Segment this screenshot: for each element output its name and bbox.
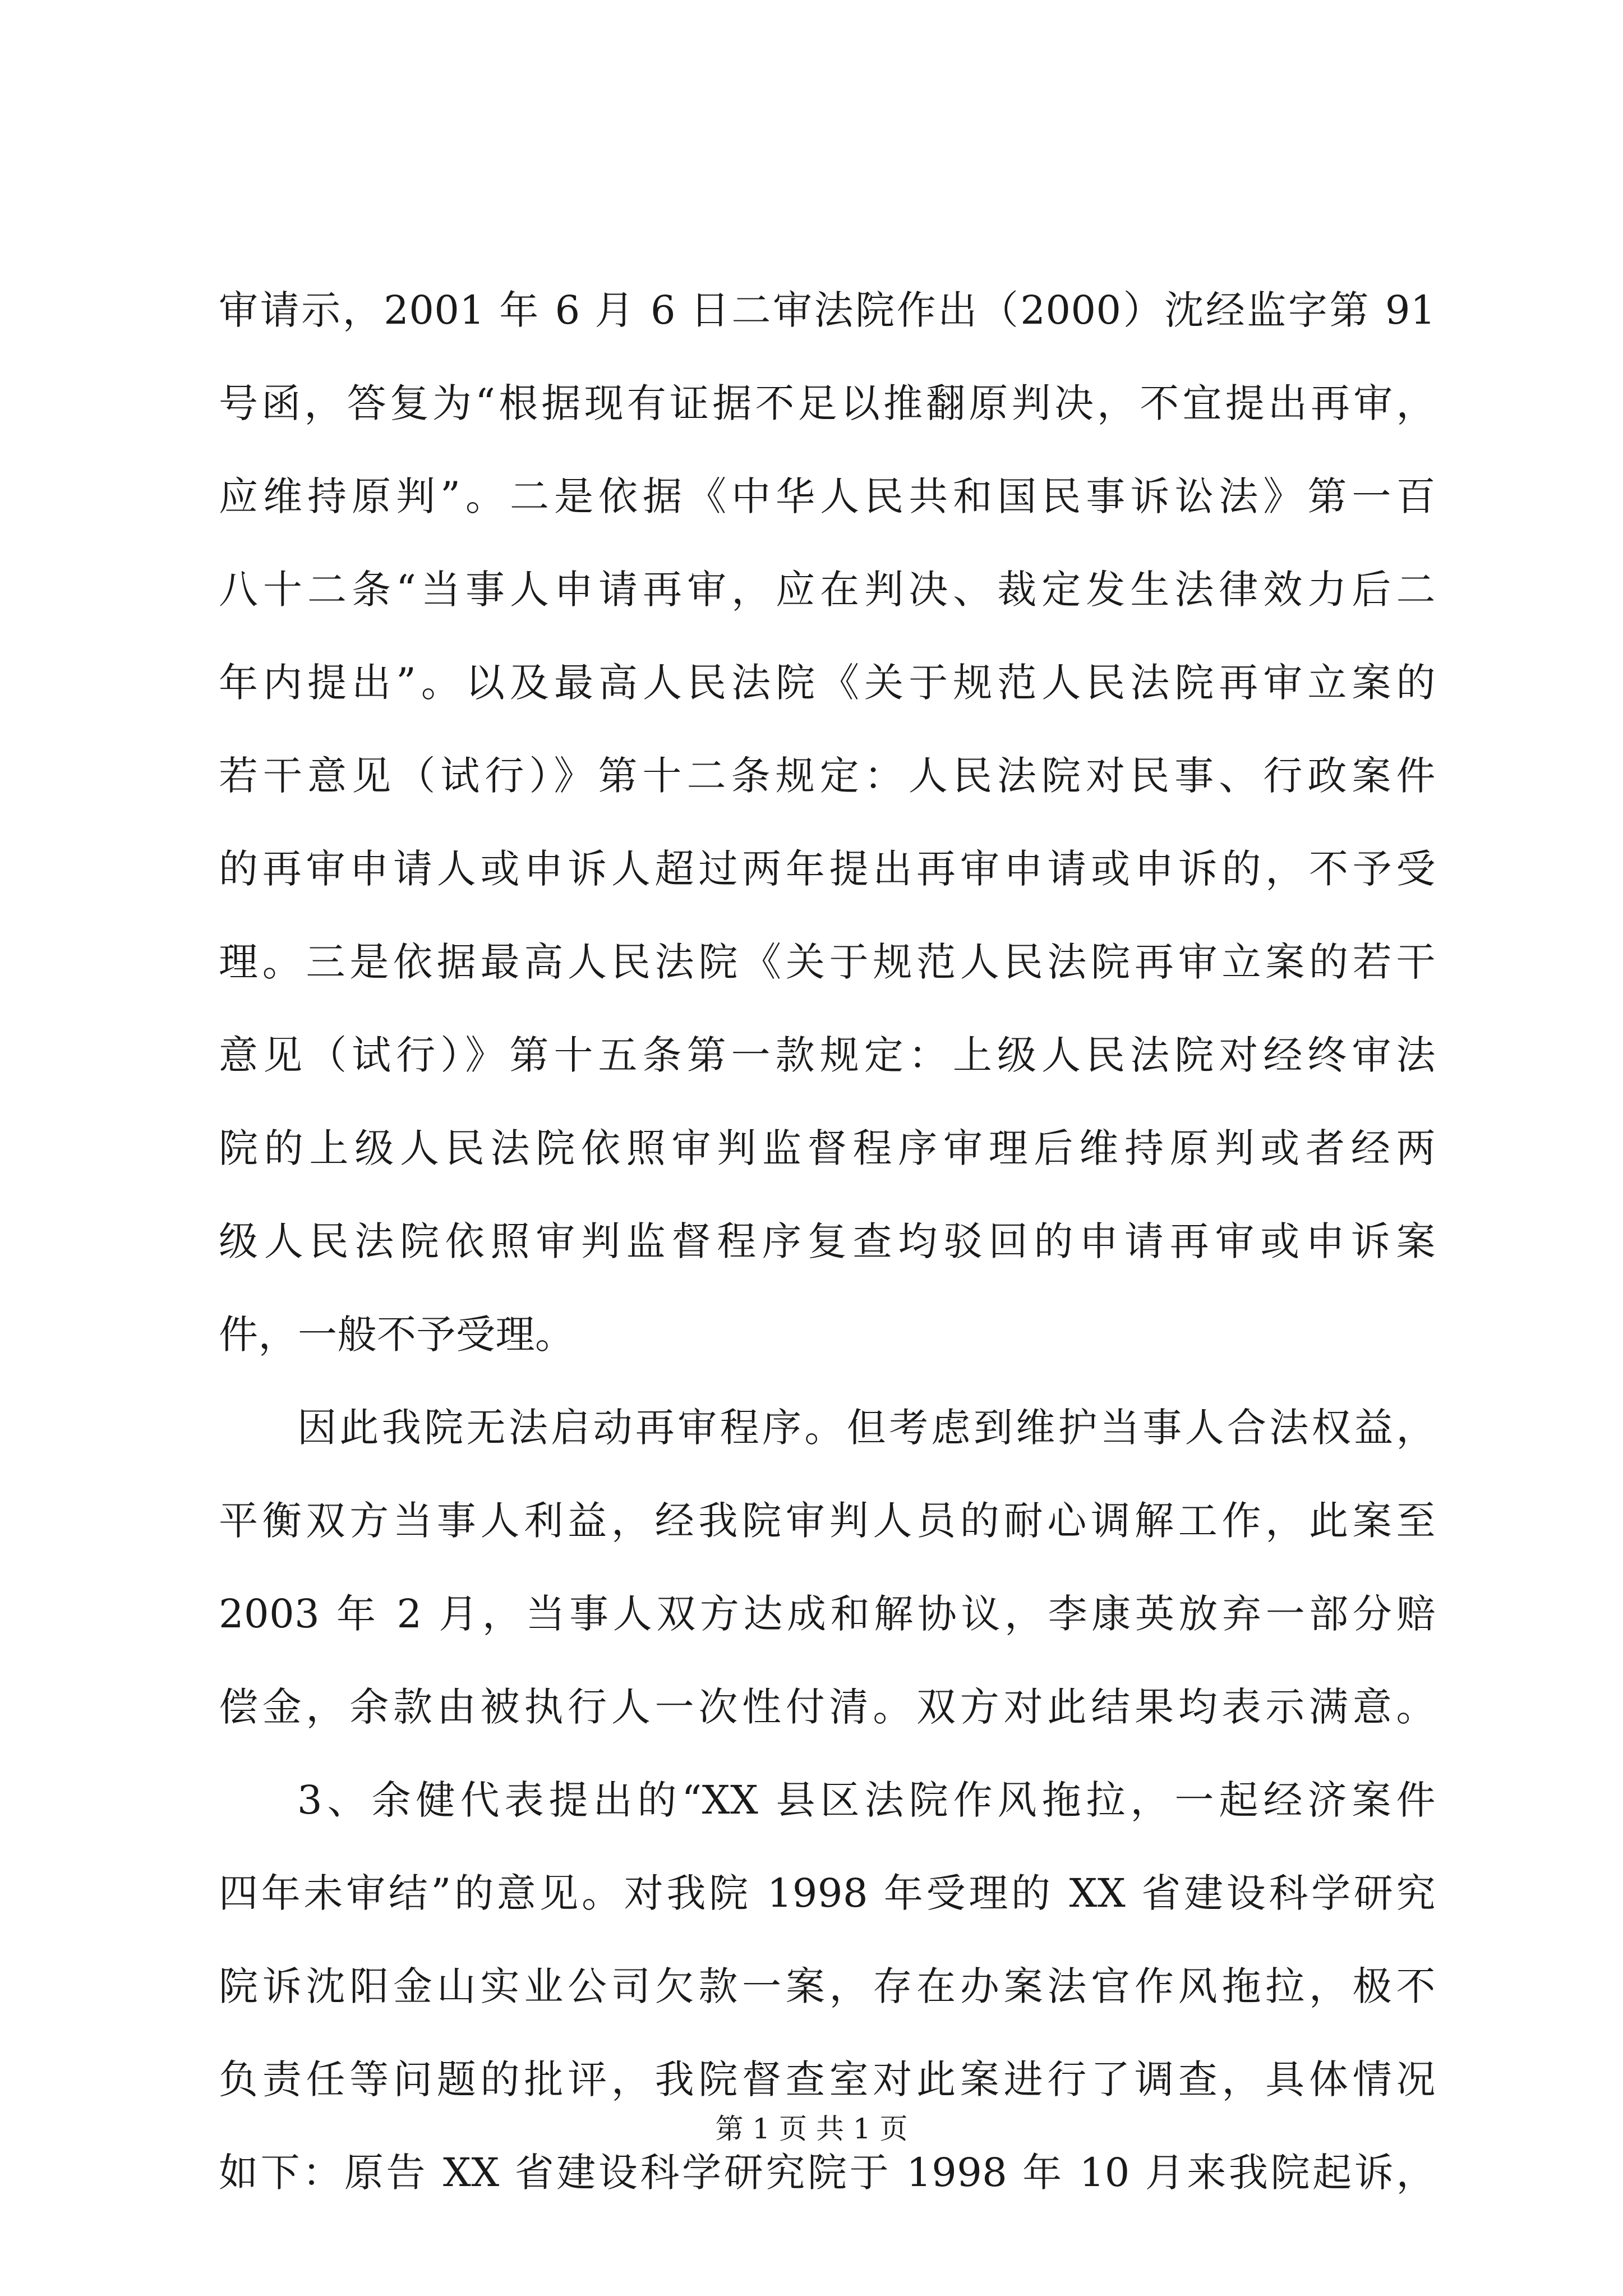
text-line: 应维持原判”。二是依据《中华人民共和国民事诉讼法》第一百 (219, 473, 1436, 519)
text-line: 的再审申请人或申诉人超过两年提出再审申请或申诉的，不予受 (219, 846, 1436, 892)
text-line: 八十二条“当事人申请再审，应在判决、裁定发生法律效力后二 (219, 567, 1436, 613)
text-line: 如下：原告 XX 省建设科学研究院于 1998 年 10 月来我院起诉， (219, 2150, 1436, 2196)
text-line: 号函，答复为“根据现有证据不足以推翻原判决，不宜提出再审， (219, 380, 1436, 426)
page-footer: 第 1 页 共 1 页 (715, 2113, 908, 2145)
text-line: 审请示，2001 年 6 月 6 日二审法院作出（2000）沈经监字第 91 (219, 287, 1436, 333)
text-line: 负责任等问题的批评，我院督查室对此案进行了调查，具体情况 (219, 2056, 1436, 2102)
text-line: 级人民法院依照审判监督程序复查均驳回的申请再审或申诉案 (219, 1218, 1436, 1264)
text-line: 偿金，余款由被执行人一次性付清。双方对此结果均表示满意。 (219, 1684, 1436, 1730)
text-line: 2003 年 2 月，当事人双方达成和解协议，李康英放弃一部分赔 (219, 1591, 1436, 1637)
paragraph-start-line: 3、余健代表提出的“XX 县区法院作风拖拉，一起经济案件 (297, 1777, 1436, 1823)
text-line: 院的上级人民法院依照审判监督程序审理后维持原判或者经两 (219, 1125, 1436, 1171)
text-line: 年内提出”。以及最高人民法院《关于规范人民法院再审立案的 (219, 660, 1436, 706)
text-line: 件，一般不予受理。 (219, 1312, 575, 1358)
text-line: 若干意见（试行）》第十二条规定：人民法院对民事、行政案件 (219, 753, 1436, 799)
document-body (219, 264, 1436, 2219)
text-line: 理。三是依据最高人民法院《关于规范人民法院再审立案的若干 (219, 939, 1436, 985)
text-line: 院诉沈阳金山实业公司欠款一案，存在办案法官作风拖拉，极不 (219, 1963, 1436, 2009)
text-line: 四年未审结”的意见。对我院 1998 年受理的 XX 省建设科学研究 (219, 1870, 1436, 1916)
text-line: 平衡双方当事人利益，经我院审判人员的耐心调解工作，此案至 (219, 1498, 1436, 1544)
paragraph-start-line: 因此我院无法启动再审程序。但考虑到维护当事人合法权益， (297, 1405, 1436, 1451)
text-line: 意见（试行）》第十五条第一款规定：上级人民法院对经终审法 (219, 1032, 1436, 1078)
